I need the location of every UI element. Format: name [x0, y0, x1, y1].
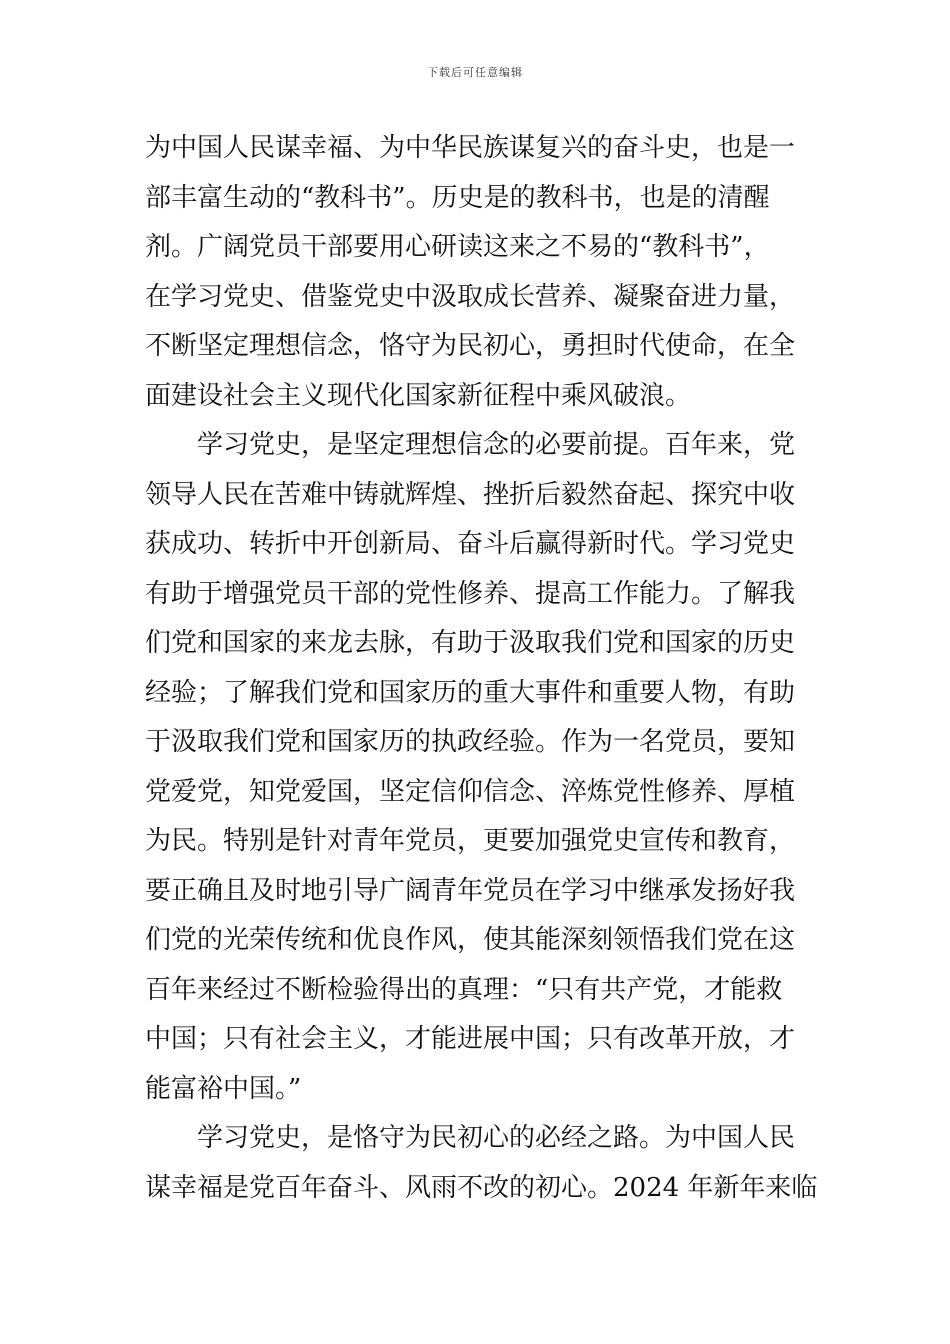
paragraph-first-line: 学习党史，是恪守为民初心的必经之路。为中国人民 [197, 1123, 796, 1153]
text-line: 们党和国家的来龙去脉，有助于汲取我们党和国家的历史 [145, 628, 796, 658]
text-line: 党爱党，知党爱国，坚定信仰信念、淬炼党性修养、厚植 [145, 776, 796, 807]
text-line: 为中国人民谋幸福、为中华民族谋复兴的奋斗史，也是一 [145, 133, 796, 163]
text-line: 有助于增强党员干部的党性修养、提高工作能力。了解我 [145, 578, 796, 609]
page-header-note: 下载后可任意编辑 [427, 66, 523, 79]
text-line: 面建设社会主义现代化国家新征程中乘风破浪。 [145, 380, 692, 411]
text-line: 领导人民在苦难中铸就辉煌、挫折后毅然奋起、探究中收 [145, 479, 796, 510]
text-line: 为民。特别是针对青年党员，更要加强党史宣传和教育， [145, 826, 796, 856]
text-line: 获成功、转折中开创新局、奋斗后赢得新时代。学习党史 [145, 529, 796, 559]
paragraph-first-line: 学习党史，是坚定理想信念的必要前提。百年来，党 [197, 430, 796, 460]
document-body [145, 124, 818, 1213]
text-line: 不断坚定理想信念，恪守为民初心，勇担时代使命，在全 [145, 331, 796, 361]
text-line: 百年来经过不断检验得出的真理：“只有共产党，才能救 [145, 974, 783, 1005]
text-line: 谋幸福是党百年奋斗、风雨不改的初心。2024 年新年来临 [145, 1172, 818, 1203]
text-line: 部丰富生动的“教科书”。历史是的教科书，也是的清醒 [145, 182, 770, 213]
text-line: 们党的光荣传统和优良作风，使其能深刻领悟我们党在这 [145, 925, 796, 955]
text-line: 经验；了解我们党和国家历的重大事件和重要人物，有助 [145, 677, 796, 708]
text-line: 在学习党史、借鉴党史中汲取成长营养、凝聚奋进力量， [145, 281, 796, 312]
text-line: 要正确且及时地引导广阔青年党员在学习中继承发扬好我 [145, 875, 796, 906]
text-line: 剂。广阔党员干部要用心研读这来之不易的“教科书”， [145, 232, 770, 262]
text-line: 于汲取我们党和国家历的执政经验。作为一名党员，要知 [145, 727, 796, 757]
text-line: 能富裕中国。” [145, 1073, 302, 1104]
text-line: 中国；只有社会主义，才能进展中国；只有改革开放，才 [145, 1024, 796, 1054]
